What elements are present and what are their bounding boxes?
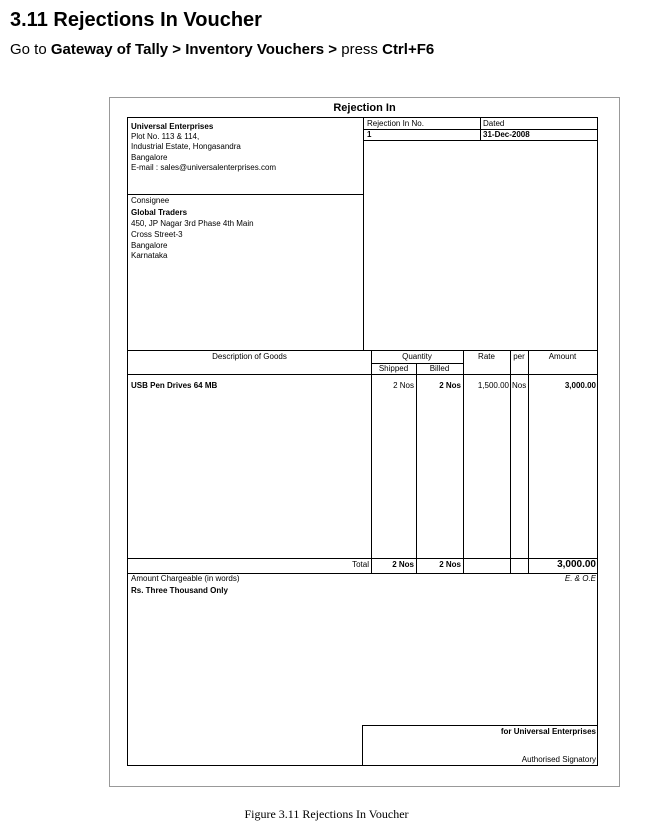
company-consignee-divider <box>128 194 363 195</box>
company-address-line: Plot No. 113 & 114, <box>131 132 200 141</box>
signature-box-top-line <box>362 725 597 726</box>
column-header-description: Description of Goods <box>212 352 287 361</box>
rejection-no-value: 1 <box>367 130 372 139</box>
company-address-line: Industrial Estate, Hongasandra <box>131 142 241 151</box>
column-header-quantity: Quantity <box>402 352 432 361</box>
amount-in-words-label: Amount Chargeable (in words) <box>131 574 240 583</box>
rejection-no-label: Rejection In No. <box>367 119 424 128</box>
total-label: Total <box>352 560 369 569</box>
consignee-name: Global Traders <box>131 208 188 217</box>
authorised-signatory: Authorised Signatory <box>521 755 596 764</box>
header-vertical-divider <box>363 118 364 350</box>
company-email: E-mail : sales@universalenterprises.com <box>131 163 277 172</box>
nav-shortcut-key: Ctrl+F6 <box>382 41 435 58</box>
dated-value: 31-Dec-2008 <box>483 130 530 139</box>
total-row-top-line <box>128 558 597 559</box>
table-header-bottom-line <box>128 374 597 375</box>
for-company-label: for Universal Enterprises <box>500 727 596 736</box>
column-header-billed: Billed <box>429 364 450 373</box>
voucher-body <box>127 117 598 766</box>
figure-caption: Figure 3.11 Rejections In Voucher <box>244 807 409 821</box>
nav-prefix: Go to <box>10 41 47 58</box>
per-column-divider <box>510 350 511 573</box>
consignee-address-line: 450, JP Nagar 3rd Phase 4th Main <box>131 219 254 228</box>
column-header-rate: Rate <box>478 352 495 361</box>
item-amount: 3,000.00 <box>564 381 596 390</box>
navigation-instruction <box>10 41 434 58</box>
column-header-per: per <box>513 352 525 361</box>
total-amount: 3,000.00 <box>557 559 596 570</box>
consignee-address-line: Bangalore <box>131 241 168 250</box>
column-header-amount: Amount <box>548 352 577 361</box>
nav-press: press <box>341 41 378 58</box>
page-heading: 3.11 Rejections In Voucher <box>10 9 262 31</box>
voucher-no-value-line <box>363 140 597 141</box>
billed-column-divider <box>416 363 417 573</box>
total-billed-qty: 2 Nos <box>439 560 461 569</box>
item-rate: 1,500.00 <box>477 381 509 390</box>
item-shipped-qty: 2 Nos <box>393 381 414 390</box>
item-per: Nos <box>512 381 527 390</box>
company-address-line: Bangalore <box>131 153 168 162</box>
amount-in-words: Rs. Three Thousand Only <box>131 586 228 595</box>
table-top-line <box>128 350 597 351</box>
nav-path: Gateway of Tally > Inventory Vouchers > <box>50 41 338 58</box>
column-header-shipped: Shipped <box>378 364 409 373</box>
consignee-label: Consignee <box>131 196 170 205</box>
total-shipped-qty: 2 Nos <box>392 560 414 569</box>
item-billed-qty: 2 Nos <box>439 381 461 390</box>
consignee-address-line: Karnataka <box>131 251 168 260</box>
errors-omissions-note: E. & O.E <box>564 574 596 583</box>
voucher-title: Rejection In <box>333 102 396 114</box>
consignee-address-line: Cross Street-3 <box>131 230 183 239</box>
dated-label: Dated <box>483 119 505 128</box>
item-description: USB Pen Drives 64 MB <box>131 381 218 390</box>
company-name: Universal Enterprises <box>131 122 214 131</box>
